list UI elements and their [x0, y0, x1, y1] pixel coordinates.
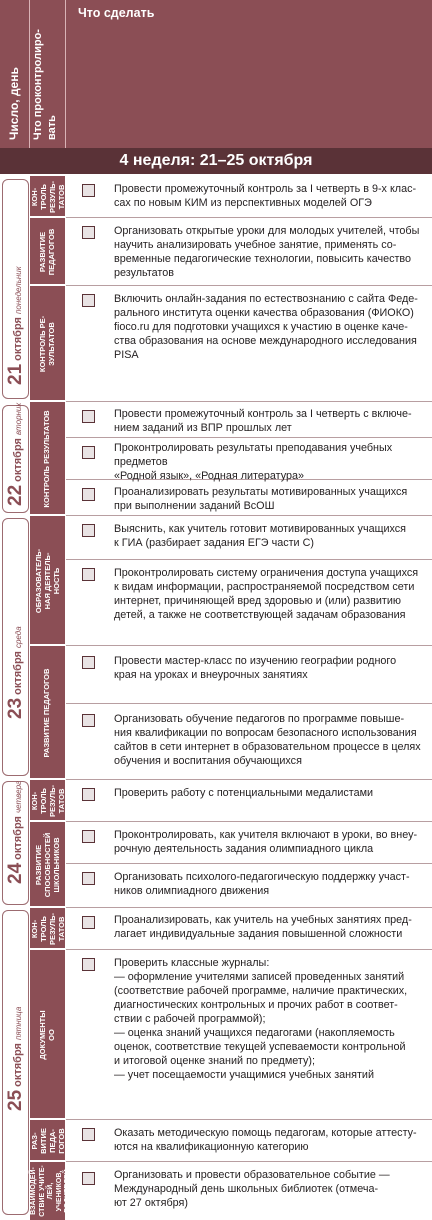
day-weekday: среда	[14, 626, 23, 649]
task-row	[66, 218, 432, 286]
header-date-column	[0, 0, 30, 148]
task-row	[66, 1120, 432, 1162]
task-text: Оказать методическую помощь педагогам, которые аттесту- ются на квалификационную категорию	[114, 1127, 417, 1153]
task-checkbox[interactable]	[82, 568, 95, 581]
task-text: Проанализировать результаты мотивированных учащихся при выполнении заданий ВсОШ	[114, 486, 408, 512]
task-checkbox[interactable]	[82, 446, 95, 459]
category-label: КОН- ТРОЛЬ РЕЗУЛЬ- ТАТОВ	[30, 913, 66, 945]
category-cell	[30, 218, 65, 286]
task-text: Проконтролировать систему ограничения доступа учащихся к видам информации, распространяемой посредством сети интернет, причиняющей вред здоровью и (или) развитию детей, а также не соответствующей задачам образования	[114, 567, 419, 621]
category-cell	[30, 908, 65, 950]
category-cell	[30, 286, 65, 402]
task-checkbox[interactable]	[82, 656, 95, 669]
task-checkbox[interactable]	[82, 714, 95, 727]
task-text: Организовать обучение педагогов по программе повыше- ния квалификации по вопросам безопасного использования сайтов в сети интернет в образовательном процессе в целях обучения и воспитания обучающихся	[114, 713, 421, 767]
day-number: 22	[5, 484, 26, 506]
day-box-23	[2, 518, 29, 776]
header-check-column	[29, 0, 66, 148]
day-box-25	[2, 910, 29, 1215]
task-row	[66, 780, 432, 822]
task-row	[66, 480, 432, 516]
day-label-24	[5, 781, 27, 884]
task-row	[66, 864, 432, 908]
day-label-22	[5, 403, 27, 506]
task-text: Организовать открытые уроки для молодых учителей, чтобы научить анализировать учебное занятие, применять со- временные педагогические технологии, повысить качество результатов	[114, 225, 420, 279]
task-checkbox[interactable]	[82, 1172, 95, 1185]
category-cell	[30, 822, 65, 908]
category-label: КОН- ТРОЛЬ РЕЗУЛЬ- ТАТОВ	[30, 785, 66, 817]
day-number: 24	[5, 862, 26, 884]
task-text: Включить онлайн-задания по естествознанию с сайта Феде- рального института оценки качества образования (ФИОКО) fioco.ru для подготовки учащихся к участию в оценке каче- ства образования на основе международного исследования PISA	[114, 293, 418, 361]
task-checkbox[interactable]	[82, 488, 95, 501]
day-month: октября	[12, 651, 24, 695]
task-checkbox[interactable]	[82, 872, 95, 885]
task-text: Организовать и провести образовательное событие — Международный день школьных библиотек (отмеча- ют 27 октября)	[114, 1169, 390, 1209]
task-checkbox[interactable]	[82, 916, 95, 929]
task-text: Проверить классные журналы: — оформление учителями записей проведенных занятий (соответствие рабочей программе, наличие практических, диагностических контрольных и прочих работ в соответ- ствии с рабочей программой); — оценка знаний учащихся педагогами (накопляемость оценок, соответствие текущей успеваемости контрольной и итоговой оценке знаний по предмету); — учет посещаемости учащимися учебных занятий	[114, 957, 408, 1081]
category-label: КОНТРОЛЬ РЕ- ЗУЛЬТАТОВ	[38, 315, 56, 373]
category-cell	[30, 402, 65, 516]
day-month: октября	[12, 816, 24, 860]
task-text: Проверить работу с потенциальными медалистами	[114, 787, 374, 799]
day-label-23	[5, 626, 27, 719]
day-month: октября	[12, 1043, 24, 1087]
day-month: октября	[12, 317, 24, 361]
task-checkbox[interactable]	[82, 524, 95, 537]
day-weekday: вторник	[14, 402, 23, 436]
task-checkbox[interactable]	[82, 184, 95, 197]
task-row	[66, 516, 432, 560]
category-cell	[30, 780, 65, 822]
task-row	[66, 1162, 432, 1220]
header-date-label: Число, день	[7, 67, 21, 140]
category-label: РАЗВИТИЕ ПЕДАГОГОВ	[38, 228, 56, 276]
category-label: РАЗВИТИЕ ПЕДАГОГОВ	[42, 668, 51, 758]
task-row	[66, 560, 432, 646]
task-row	[66, 646, 432, 704]
category-cell	[30, 176, 65, 218]
category-label: РАЗ- ВИТИЕ ПЕДА- ГОГОВ	[30, 1128, 66, 1154]
category-cell	[30, 646, 65, 780]
week-title: 4 неделя: 21–25 октября	[0, 148, 432, 174]
task-text: Провести мастер-класс по изучению географии родного края на уроках и внеурочных занятиях	[114, 655, 397, 681]
day-month: октября	[12, 438, 24, 482]
header-check-label-2: вать	[46, 115, 58, 140]
task-checkbox[interactable]	[82, 830, 95, 843]
task-checkbox[interactable]	[82, 788, 95, 801]
category-label: ОБРАЗОВАТЕЛЬ- НАЯ ДЕЯТЕЛЬ- НОСТЬ	[34, 548, 61, 614]
task-text: Проанализировать, как учитель на учебных занятиях пред- лагает индивидуальные задания повышенной сложности	[114, 914, 412, 940]
day-box-22	[2, 402, 29, 513]
header-what-label: Что сделать	[78, 6, 155, 20]
day-number: 23	[5, 697, 26, 719]
category-label: РАЗВИТИЕ СПОСОБНОСТЕЙ ШКОЛЬНИКОВ	[34, 832, 61, 898]
category-cell	[30, 1162, 71, 1220]
task-text: Проконтролировать результаты преподавания учебных предметов «Родной язык», «Родная литература»	[114, 442, 393, 482]
task-row	[66, 176, 432, 218]
day-weekday: четверг	[14, 781, 23, 814]
task-checkbox[interactable]	[82, 294, 95, 307]
category-cell	[30, 516, 65, 646]
category-cell	[30, 1120, 65, 1162]
task-row	[66, 908, 432, 950]
task-row	[66, 950, 432, 1120]
task-row	[66, 402, 432, 438]
task-text: Провести промежуточный контроль за I четверть с включе- нием заданий из ВПР прошлых лет	[114, 408, 412, 434]
task-row	[66, 704, 432, 780]
day-weekday: понедельник	[14, 266, 23, 315]
task-checkbox[interactable]	[82, 1128, 95, 1141]
category-label: КОНТРОЛЬ РЕЗУЛЬТАТОВ	[42, 410, 51, 508]
task-text: Провести промежуточный контроль за I четверть в 9-х клас- сах по новым КИМ из перспективных моделей ОГЭ	[114, 183, 417, 209]
task-text: Организовать психолого-педагогическую поддержку участ- ников олимпиадного движения	[114, 871, 410, 897]
day-weekday: пятница	[14, 1006, 23, 1041]
category-label: ДОКУМЕНТЫ ОО	[38, 1010, 56, 1060]
day-number: 25	[5, 1089, 26, 1111]
day-label-25	[5, 1007, 27, 1111]
task-row	[66, 822, 432, 864]
task-checkbox[interactable]	[82, 226, 95, 239]
header-check-label-1: Что проконтролиро-	[32, 29, 44, 140]
task-checkbox[interactable]	[82, 410, 95, 423]
category-cell	[30, 950, 65, 1120]
task-row	[66, 438, 432, 480]
task-row	[66, 286, 432, 402]
category-label: ВЗАИМОДЕЙ- СТВИЕ УЧИТЕ- ЛЕЙ, УЧЕНИКОВ, РОДИТЕЛЕЙ	[30, 1165, 71, 1217]
day-box-21	[2, 179, 29, 399]
day-number: 21	[5, 363, 26, 385]
table-header	[0, 0, 432, 148]
day-box-24	[2, 781, 29, 905]
task-checkbox[interactable]	[82, 958, 95, 971]
category-label: КОН- ТРОЛЬ РЕЗУЛЬ- ТАТОВ	[30, 181, 66, 213]
task-text: Проконтролировать, как учителя включают в уроки, во внеу- рочную деятельность задания олимпиадного цикла	[114, 829, 418, 855]
task-text: Выяснить, как учитель готовит мотивированных учащихся к ГИА (разбирает задания ЕГЭ части С)	[114, 523, 407, 549]
day-label-21	[5, 266, 27, 385]
